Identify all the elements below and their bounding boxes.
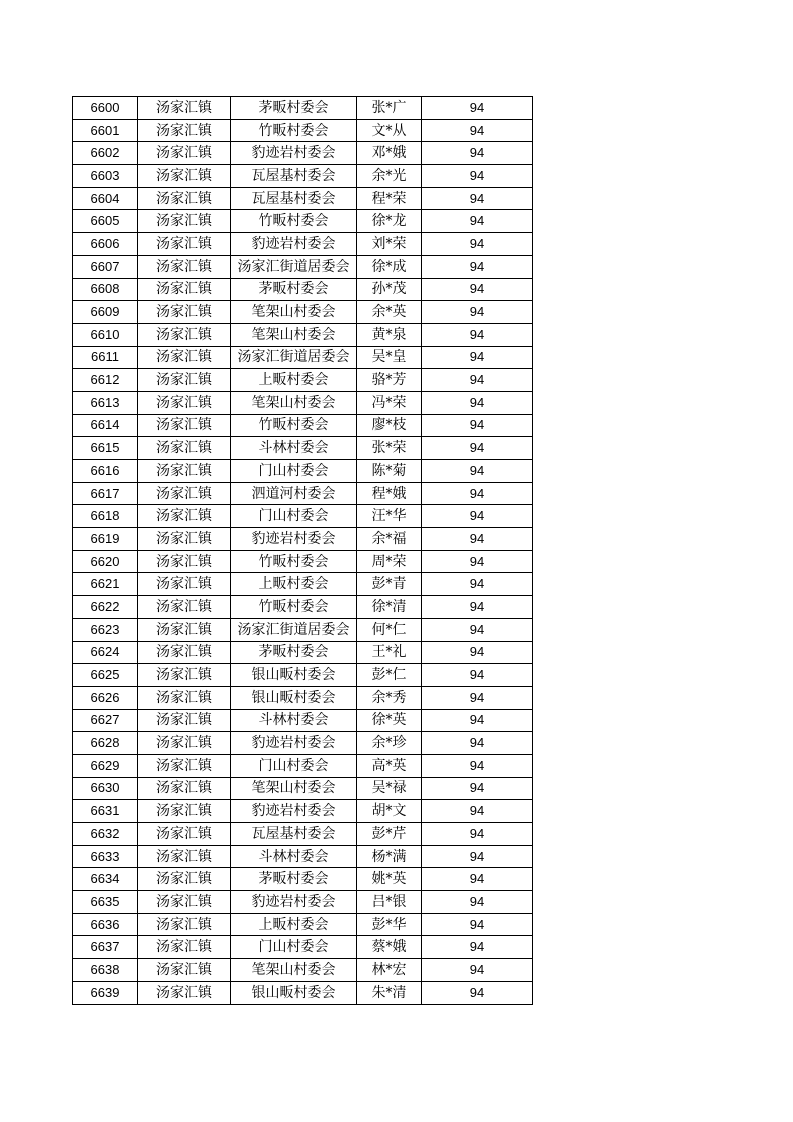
village-committee-cell: 笔架山村委会 <box>231 323 357 346</box>
score-cell: 94 <box>422 414 533 437</box>
person-name-cell: 吴*皇 <box>357 346 422 369</box>
score-cell: 94 <box>422 187 533 210</box>
town-cell: 汤家汇镇 <box>138 301 231 324</box>
row-number-cell: 6613 <box>73 391 138 414</box>
score-cell: 94 <box>422 800 533 823</box>
person-name-cell: 王*礼 <box>357 641 422 664</box>
village-committee-cell: 笔架山村委会 <box>231 777 357 800</box>
table-row <box>73 664 533 687</box>
person-name-cell: 林*宏 <box>357 959 422 982</box>
town-cell: 汤家汇镇 <box>138 346 231 369</box>
village-committee-cell: 汤家汇街道居委会 <box>231 255 357 278</box>
score-cell: 94 <box>422 346 533 369</box>
village-committee-cell: 豹迹岩村委会 <box>231 891 357 914</box>
person-name-cell: 文*从 <box>357 119 422 142</box>
row-number-cell: 6607 <box>73 255 138 278</box>
table-row <box>73 800 533 823</box>
person-name-cell: 胡*文 <box>357 800 422 823</box>
table-row <box>73 414 533 437</box>
table-row <box>73 868 533 891</box>
person-name-cell: 周*荣 <box>357 550 422 573</box>
table-row <box>73 278 533 301</box>
row-number-cell: 6623 <box>73 618 138 641</box>
score-cell: 94 <box>422 97 533 120</box>
row-number-cell: 6606 <box>73 233 138 256</box>
village-committee-cell: 汤家汇街道居委会 <box>231 618 357 641</box>
table-row <box>73 369 533 392</box>
score-cell: 94 <box>422 596 533 619</box>
table-row <box>73 981 533 1004</box>
table-row <box>73 233 533 256</box>
village-committee-cell: 门山村委会 <box>231 754 357 777</box>
table-row <box>73 913 533 936</box>
row-number-cell: 6614 <box>73 414 138 437</box>
village-committee-cell: 瓦屋基村委会 <box>231 165 357 188</box>
score-cell: 94 <box>422 119 533 142</box>
row-number-cell: 6621 <box>73 573 138 596</box>
person-name-cell: 余*秀 <box>357 686 422 709</box>
table-row <box>73 550 533 573</box>
town-cell: 汤家汇镇 <box>138 323 231 346</box>
score-cell: 94 <box>422 618 533 641</box>
score-cell: 94 <box>422 573 533 596</box>
town-cell: 汤家汇镇 <box>138 686 231 709</box>
person-name-cell: 张*荣 <box>357 437 422 460</box>
village-committee-cell: 上畈村委会 <box>231 573 357 596</box>
table-row <box>73 732 533 755</box>
town-cell: 汤家汇镇 <box>138 550 231 573</box>
village-committee-cell: 豹迹岩村委会 <box>231 800 357 823</box>
table-row <box>73 97 533 120</box>
table-row <box>73 346 533 369</box>
score-cell: 94 <box>422 959 533 982</box>
score-cell: 94 <box>422 686 533 709</box>
village-committee-cell: 银山畈村委会 <box>231 981 357 1004</box>
village-committee-cell: 门山村委会 <box>231 936 357 959</box>
village-committee-cell: 竹畈村委会 <box>231 550 357 573</box>
score-cell: 94 <box>422 323 533 346</box>
town-cell: 汤家汇镇 <box>138 800 231 823</box>
row-number-cell: 6632 <box>73 823 138 846</box>
table-row <box>73 119 533 142</box>
data-table <box>72 96 533 1005</box>
town-cell: 汤家汇镇 <box>138 391 231 414</box>
person-name-cell: 徐*英 <box>357 709 422 732</box>
score-cell: 94 <box>422 233 533 256</box>
village-committee-cell: 笔架山村委会 <box>231 391 357 414</box>
town-cell: 汤家汇镇 <box>138 709 231 732</box>
village-committee-cell: 上畈村委会 <box>231 369 357 392</box>
town-cell: 汤家汇镇 <box>138 959 231 982</box>
person-name-cell: 姚*英 <box>357 868 422 891</box>
table-row <box>73 754 533 777</box>
table-row <box>73 936 533 959</box>
town-cell: 汤家汇镇 <box>138 437 231 460</box>
table-row <box>73 323 533 346</box>
person-name-cell: 何*仁 <box>357 618 422 641</box>
score-cell: 94 <box>422 709 533 732</box>
score-cell: 94 <box>422 823 533 846</box>
score-cell: 94 <box>422 278 533 301</box>
person-name-cell: 刘*荣 <box>357 233 422 256</box>
row-number-cell: 6633 <box>73 845 138 868</box>
score-cell: 94 <box>422 210 533 233</box>
village-committee-cell: 笔架山村委会 <box>231 959 357 982</box>
person-name-cell: 陈*菊 <box>357 460 422 483</box>
person-name-cell: 杨*满 <box>357 845 422 868</box>
person-name-cell: 孙*茂 <box>357 278 422 301</box>
town-cell: 汤家汇镇 <box>138 777 231 800</box>
village-committee-cell: 豹迹岩村委会 <box>231 732 357 755</box>
row-number-cell: 6616 <box>73 460 138 483</box>
table-body <box>73 97 533 1005</box>
table-row <box>73 573 533 596</box>
score-cell: 94 <box>422 142 533 165</box>
score-cell: 94 <box>422 301 533 324</box>
town-cell: 汤家汇镇 <box>138 845 231 868</box>
person-name-cell: 徐*成 <box>357 255 422 278</box>
row-number-cell: 6601 <box>73 119 138 142</box>
table-row <box>73 618 533 641</box>
town-cell: 汤家汇镇 <box>138 460 231 483</box>
village-committee-cell: 茅畈村委会 <box>231 278 357 301</box>
village-committee-cell: 斗林村委会 <box>231 437 357 460</box>
table-row <box>73 255 533 278</box>
person-name-cell: 冯*荣 <box>357 391 422 414</box>
score-cell: 94 <box>422 482 533 505</box>
village-committee-cell: 竹畈村委会 <box>231 414 357 437</box>
town-cell: 汤家汇镇 <box>138 369 231 392</box>
row-number-cell: 6600 <box>73 97 138 120</box>
person-name-cell: 余*福 <box>357 528 422 551</box>
row-number-cell: 6625 <box>73 664 138 687</box>
village-committee-cell: 笔架山村委会 <box>231 301 357 324</box>
town-cell: 汤家汇镇 <box>138 119 231 142</box>
town-cell: 汤家汇镇 <box>138 981 231 1004</box>
village-committee-cell: 斗林村委会 <box>231 709 357 732</box>
table-row <box>73 596 533 619</box>
town-cell: 汤家汇镇 <box>138 142 231 165</box>
table-row <box>73 165 533 188</box>
person-name-cell: 廖*枝 <box>357 414 422 437</box>
person-name-cell: 彭*青 <box>357 573 422 596</box>
row-number-cell: 6637 <box>73 936 138 959</box>
person-name-cell: 邓*娥 <box>357 142 422 165</box>
town-cell: 汤家汇镇 <box>138 482 231 505</box>
town-cell: 汤家汇镇 <box>138 754 231 777</box>
town-cell: 汤家汇镇 <box>138 187 231 210</box>
score-cell: 94 <box>422 868 533 891</box>
person-name-cell: 吴*禄 <box>357 777 422 800</box>
row-number-cell: 6629 <box>73 754 138 777</box>
score-cell: 94 <box>422 255 533 278</box>
table-row <box>73 641 533 664</box>
person-name-cell: 余*珍 <box>357 732 422 755</box>
score-cell: 94 <box>422 754 533 777</box>
row-number-cell: 6626 <box>73 686 138 709</box>
village-committee-cell: 豹迹岩村委会 <box>231 528 357 551</box>
table-row <box>73 823 533 846</box>
village-committee-cell: 门山村委会 <box>231 460 357 483</box>
score-cell: 94 <box>422 936 533 959</box>
person-name-cell: 余*光 <box>357 165 422 188</box>
row-number-cell: 6638 <box>73 959 138 982</box>
town-cell: 汤家汇镇 <box>138 505 231 528</box>
town-cell: 汤家汇镇 <box>138 573 231 596</box>
town-cell: 汤家汇镇 <box>138 641 231 664</box>
person-name-cell: 张*广 <box>357 97 422 120</box>
person-name-cell: 程*娥 <box>357 482 422 505</box>
row-number-cell: 6618 <box>73 505 138 528</box>
row-number-cell: 6627 <box>73 709 138 732</box>
person-name-cell: 彭*芹 <box>357 823 422 846</box>
village-committee-cell: 豹迹岩村委会 <box>231 142 357 165</box>
village-committee-cell: 竹畈村委会 <box>231 119 357 142</box>
village-committee-cell: 茅畈村委会 <box>231 641 357 664</box>
village-committee-cell: 斗林村委会 <box>231 845 357 868</box>
row-number-cell: 6612 <box>73 369 138 392</box>
person-name-cell: 彭*仁 <box>357 664 422 687</box>
town-cell: 汤家汇镇 <box>138 618 231 641</box>
row-number-cell: 6609 <box>73 301 138 324</box>
village-committee-cell: 竹畈村委会 <box>231 596 357 619</box>
town-cell: 汤家汇镇 <box>138 823 231 846</box>
town-cell: 汤家汇镇 <box>138 913 231 936</box>
town-cell: 汤家汇镇 <box>138 97 231 120</box>
village-committee-cell: 瓦屋基村委会 <box>231 823 357 846</box>
village-committee-cell: 汤家汇街道居委会 <box>231 346 357 369</box>
score-cell: 94 <box>422 165 533 188</box>
town-cell: 汤家汇镇 <box>138 414 231 437</box>
town-cell: 汤家汇镇 <box>138 210 231 233</box>
town-cell: 汤家汇镇 <box>138 664 231 687</box>
row-number-cell: 6628 <box>73 732 138 755</box>
village-committee-cell: 豹迹岩村委会 <box>231 233 357 256</box>
town-cell: 汤家汇镇 <box>138 596 231 619</box>
village-committee-cell: 泗道河村委会 <box>231 482 357 505</box>
person-name-cell: 黄*泉 <box>357 323 422 346</box>
person-name-cell: 余*英 <box>357 301 422 324</box>
person-name-cell: 高*英 <box>357 754 422 777</box>
table-row <box>73 505 533 528</box>
town-cell: 汤家汇镇 <box>138 165 231 188</box>
table-row <box>73 142 533 165</box>
row-number-cell: 6611 <box>73 346 138 369</box>
town-cell: 汤家汇镇 <box>138 255 231 278</box>
town-cell: 汤家汇镇 <box>138 936 231 959</box>
town-cell: 汤家汇镇 <box>138 278 231 301</box>
table-row <box>73 845 533 868</box>
table-row <box>73 528 533 551</box>
person-name-cell: 汪*华 <box>357 505 422 528</box>
row-number-cell: 6617 <box>73 482 138 505</box>
row-number-cell: 6635 <box>73 891 138 914</box>
table-row <box>73 686 533 709</box>
village-committee-cell: 银山畈村委会 <box>231 664 357 687</box>
village-committee-cell: 瓦屋基村委会 <box>231 187 357 210</box>
row-number-cell: 6615 <box>73 437 138 460</box>
table-row <box>73 187 533 210</box>
score-cell: 94 <box>422 460 533 483</box>
person-name-cell: 蔡*娥 <box>357 936 422 959</box>
person-name-cell: 骆*芳 <box>357 369 422 392</box>
table-row <box>73 301 533 324</box>
person-name-cell: 吕*银 <box>357 891 422 914</box>
row-number-cell: 6624 <box>73 641 138 664</box>
row-number-cell: 6603 <box>73 165 138 188</box>
row-number-cell: 6602 <box>73 142 138 165</box>
village-committee-cell: 门山村委会 <box>231 505 357 528</box>
row-number-cell: 6634 <box>73 868 138 891</box>
score-cell: 94 <box>422 528 533 551</box>
score-cell: 94 <box>422 891 533 914</box>
table-row <box>73 709 533 732</box>
table-row <box>73 391 533 414</box>
row-number-cell: 6630 <box>73 777 138 800</box>
person-name-cell: 徐*清 <box>357 596 422 619</box>
score-cell: 94 <box>422 550 533 573</box>
village-committee-cell: 竹畈村委会 <box>231 210 357 233</box>
town-cell: 汤家汇镇 <box>138 891 231 914</box>
village-committee-cell: 茅畈村委会 <box>231 97 357 120</box>
village-committee-cell: 银山畈村委会 <box>231 686 357 709</box>
table-row <box>73 482 533 505</box>
person-name-cell: 朱*清 <box>357 981 422 1004</box>
table-row <box>73 959 533 982</box>
score-cell: 94 <box>422 981 533 1004</box>
table-row <box>73 210 533 233</box>
row-number-cell: 6622 <box>73 596 138 619</box>
town-cell: 汤家汇镇 <box>138 868 231 891</box>
table-row <box>73 460 533 483</box>
row-number-cell: 6608 <box>73 278 138 301</box>
score-cell: 94 <box>422 664 533 687</box>
score-cell: 94 <box>422 913 533 936</box>
score-cell: 94 <box>422 777 533 800</box>
table-row <box>73 777 533 800</box>
table-row <box>73 437 533 460</box>
score-cell: 94 <box>422 369 533 392</box>
row-number-cell: 6636 <box>73 913 138 936</box>
table-row <box>73 891 533 914</box>
row-number-cell: 6610 <box>73 323 138 346</box>
row-number-cell: 6619 <box>73 528 138 551</box>
score-cell: 94 <box>422 437 533 460</box>
score-cell: 94 <box>422 732 533 755</box>
score-cell: 94 <box>422 391 533 414</box>
town-cell: 汤家汇镇 <box>138 233 231 256</box>
row-number-cell: 6620 <box>73 550 138 573</box>
score-cell: 94 <box>422 845 533 868</box>
person-name-cell: 徐*龙 <box>357 210 422 233</box>
row-number-cell: 6604 <box>73 187 138 210</box>
score-cell: 94 <box>422 641 533 664</box>
village-committee-cell: 茅畈村委会 <box>231 868 357 891</box>
person-name-cell: 程*荣 <box>357 187 422 210</box>
row-number-cell: 6605 <box>73 210 138 233</box>
town-cell: 汤家汇镇 <box>138 528 231 551</box>
score-cell: 94 <box>422 505 533 528</box>
town-cell: 汤家汇镇 <box>138 732 231 755</box>
row-number-cell: 6639 <box>73 981 138 1004</box>
village-committee-cell: 上畈村委会 <box>231 913 357 936</box>
row-number-cell: 6631 <box>73 800 138 823</box>
person-name-cell: 彭*华 <box>357 913 422 936</box>
